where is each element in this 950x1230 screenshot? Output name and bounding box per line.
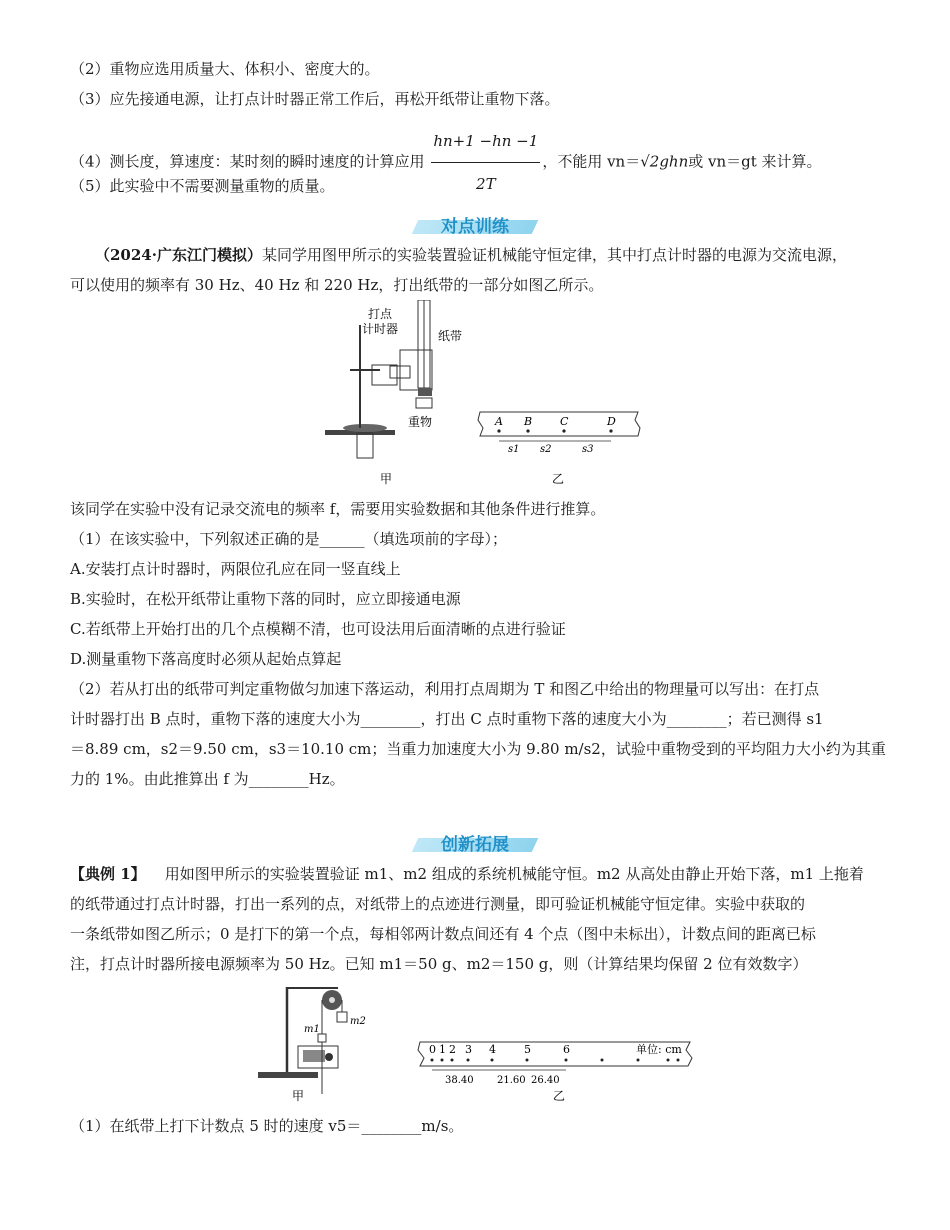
label-m1: m1: [304, 1024, 320, 1035]
option-b: B.实验时，在松开纸带让重物下落的同时，应立即接通电源: [70, 590, 461, 608]
label-tape: 纸带: [438, 329, 463, 343]
tick-3: 3: [465, 1043, 472, 1056]
example-tag: 【典例 1】: [70, 865, 146, 883]
option-d: D.测量重物下落高度时必须从起始点算起: [70, 650, 342, 668]
option-c: C.若纸带上开始打出的几个点模糊不清，也可设法用后面清晰的点进行验证: [70, 620, 566, 638]
tick-0: 0: [429, 1043, 436, 1056]
tick-2: 2: [449, 1043, 456, 1056]
option-a: A.安装打点计时器时，两限位孔应在同一竖直线上: [70, 560, 401, 578]
tick-5: 5: [524, 1043, 531, 1056]
label-jia-2: 甲: [292, 1089, 305, 1103]
section-title: 对点训练: [441, 217, 509, 237]
figure-apparatus-2: [250, 982, 710, 1107]
note-3: （3）应先接通电源，让打点计时器正常工作后，再松开纸带让重物下落。: [70, 90, 560, 108]
dot-c: [562, 429, 565, 432]
formula-numerator: hn+1 −hn −1: [431, 120, 540, 163]
note-4-mid: ，不能用 vn＝: [542, 152, 641, 171]
example-question-1: （1）在纸带上打下计数点 5 时的速度 v5＝________m/s。: [70, 1117, 464, 1135]
segment-s1: s1: [508, 444, 520, 455]
clamp: [372, 365, 397, 385]
mass-m2: [337, 1012, 347, 1022]
problem-intro-text: 某同学用图甲所示的实验装置验证机械能守恒定律，其中打点计时器的电源为交流电源，: [261, 246, 847, 264]
formula-denominator: 2T: [476, 175, 496, 193]
velocity-formula: [431, 120, 540, 205]
timer-knob: [325, 1053, 333, 1061]
question-2-line2: 计时器打出 B 点时，重物下落的速度大小为________，打出 C 点时重物下落的速度大小为________；若已测得 s1: [70, 710, 824, 728]
example-text: 用如图甲所示的实验装置验证 m1、m2 组成的系统机械能守恒。m2 从高处由静止开始下落，m1 上拖着: [164, 865, 864, 883]
label-yi-2: 乙: [553, 1089, 566, 1103]
pulley-hub: [329, 997, 335, 1003]
note-4-or: 或 vn＝gt 来计算。: [688, 152, 822, 171]
segment-s3: s3: [582, 444, 594, 455]
segment-s2: s2: [540, 444, 552, 455]
example-line4: 注，打点计时器所接电源频率为 50 Hz。已知 m1＝50 g、m2＝150 g，则（计算结果均保留 2 位有效数字）: [70, 955, 808, 973]
section-title: 创新拓展: [441, 835, 509, 855]
problem-intro: [95, 244, 847, 266]
question-2-line3: ＝8.89 cm，s2＝9.50 cm，s3＝10.10 cm；当重力加速度大小为 9.80 m/s2，试验中重物受到的平均阻力大小约为其重: [70, 740, 886, 758]
label-yi-1: 乙: [552, 472, 565, 486]
dot-b: [526, 429, 529, 432]
problem-source: （2024·广东江门模拟）: [95, 246, 262, 264]
label-timer-2: 计时器: [362, 322, 399, 336]
question-2-line1: （2）若从打出的纸带可判定重物做匀加速下落运动，利用打点周期为 T 和图乙中给出的物理量可以写出：在打点: [70, 680, 820, 698]
stand-base: [258, 1072, 318, 1078]
note-5: （5）此实验中不需要测量重物的质量。: [70, 177, 335, 195]
label-jia-1: 甲: [380, 472, 393, 486]
distance-1: 38.40: [445, 1075, 474, 1086]
tick-4: 4: [489, 1043, 496, 1056]
section-banner-innovation: [395, 830, 555, 856]
note-4-prefix: （4）测长度，算速度：某时刻的瞬时速度的计算应用: [70, 152, 430, 171]
problem-lead: 该同学在实验中没有记录交流电的频率 f，需要用实验数据和其他条件进行推算。: [70, 500, 606, 518]
distance-2: 21.60: [497, 1075, 526, 1086]
tick-6: 6: [563, 1043, 570, 1056]
question-2-line4: 力的 1%。由此推算出 f 为________Hz。: [70, 770, 345, 788]
clip: [418, 388, 432, 396]
root-formula: √2ghn: [640, 152, 689, 171]
point-b: B: [524, 415, 533, 428]
mass-m1: [318, 1034, 326, 1042]
point-a: A: [495, 415, 503, 428]
question-1: （1）在该实验中，下列叙述正确的是______（填选项前的字母）；: [70, 530, 508, 548]
stand-block: [357, 433, 373, 458]
example-line2: 的纸带通过打点计时器，打出一系列的点，对纸带上的点迹进行测量，即可验证机械能守恒定律。实验中获取的: [70, 895, 806, 913]
stand-foot: [343, 424, 387, 432]
note-2: （2）重物应选用质量大、体积小、密度大的。: [70, 60, 380, 78]
example-line3: 一条纸带如图乙所示；0 是打下的第一个点，每相邻两计数点间还有 4 个点（图中未标出），计数点间的距离已标: [70, 925, 816, 943]
label-m2: m2: [350, 1016, 366, 1027]
dot-d: [609, 429, 612, 432]
point-d: D: [607, 415, 616, 428]
figure-apparatus-1: [320, 300, 650, 490]
label-weight: 重物: [408, 415, 433, 429]
example-line1: [70, 863, 864, 885]
label-timer: 打点: [368, 307, 393, 321]
timer-body: [400, 350, 432, 390]
unit-label: 单位: cm: [636, 1043, 682, 1056]
section-banner-practice: [395, 212, 555, 238]
tick-1: 1: [439, 1043, 446, 1056]
problem-intro-line2: 可以使用的频率有 30 Hz、40 Hz 和 220 Hz，打出纸带的一部分如图乙所示。: [70, 276, 604, 294]
distance-3: 26.40: [531, 1075, 560, 1086]
weight: [416, 398, 432, 408]
dot-a: [497, 429, 500, 432]
point-c: C: [560, 415, 569, 428]
